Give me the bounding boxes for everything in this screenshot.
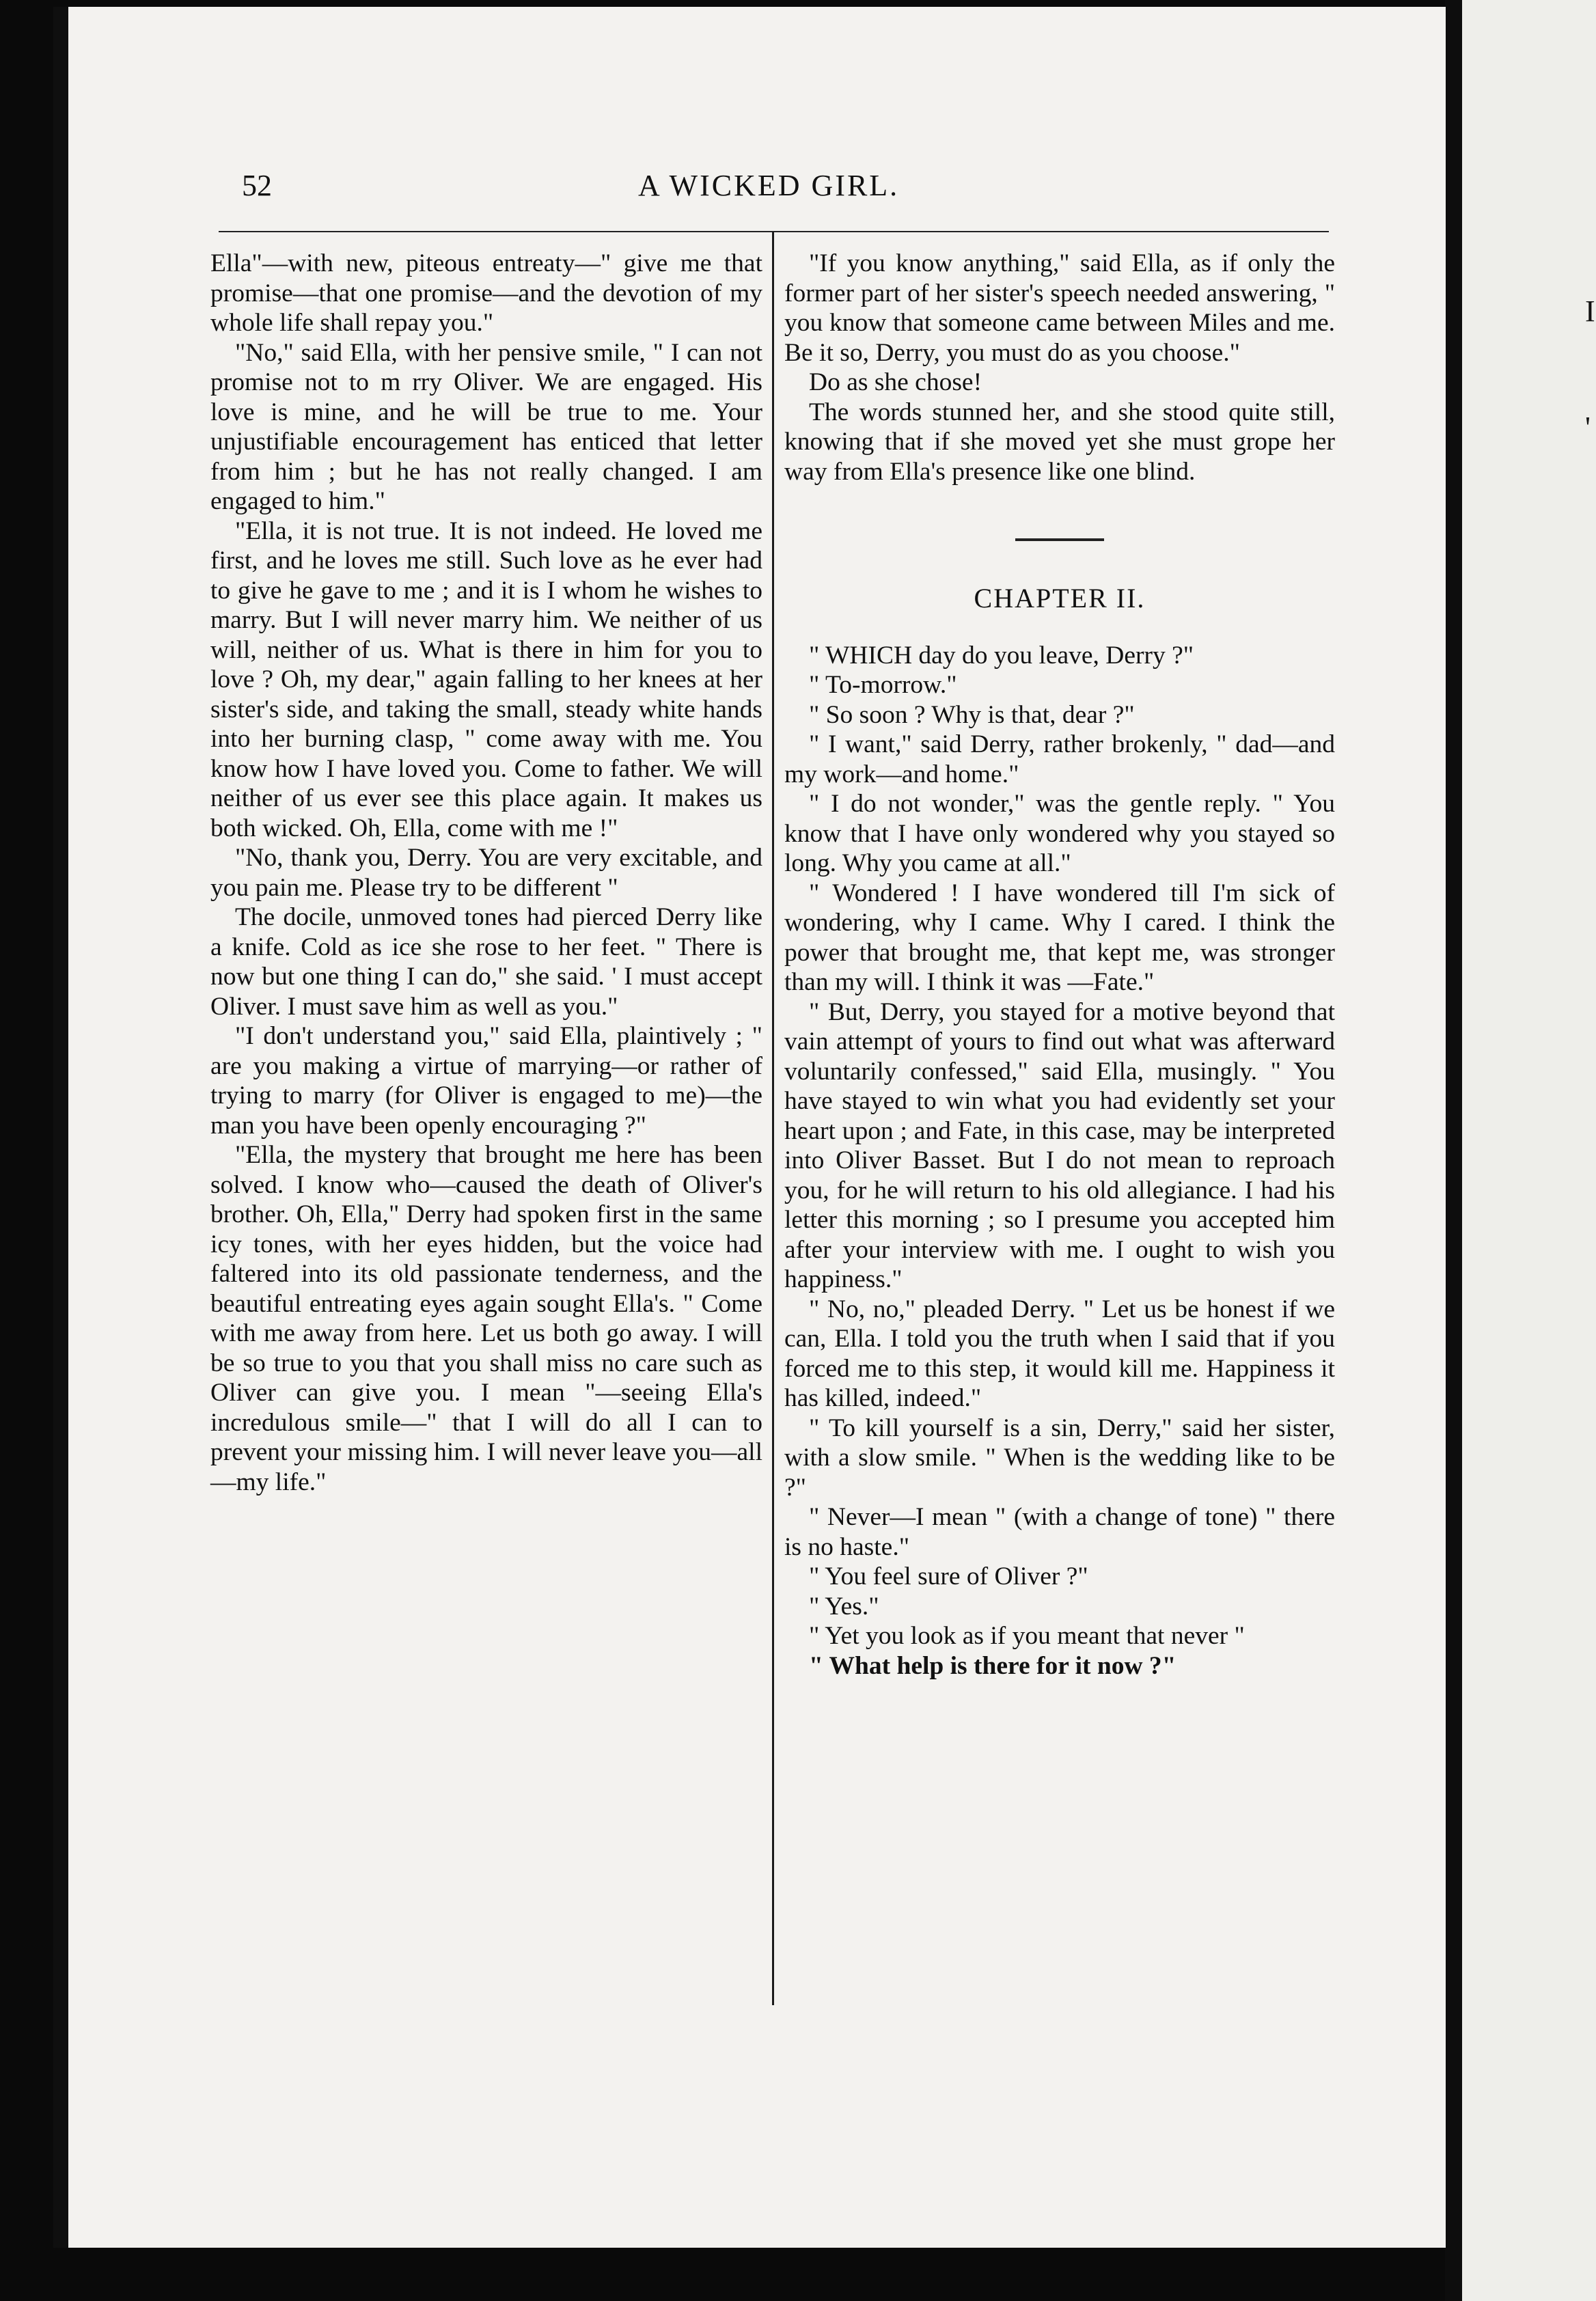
paragraph: "No, thank you, Derry. You are very excitable, and you pain me. Please try to be different " [210, 844, 762, 902]
paragraph: The docile, unmoved tones had pierced Derry like a knife. Cold as ice she rose to her feet. " There is now but one thing I can do," she said. ' I must accept Oliver. I must save him as well as you." [210, 903, 762, 1021]
section-divider [1015, 538, 1104, 541]
adjacent-page-mark: I [1585, 294, 1595, 328]
paragraph: " You feel sure of Oliver ?" [809, 1562, 1088, 1590]
paragraph: " Yes." [809, 1592, 879, 1621]
paragraph: " Wondered ! I have wondered till I'm sick of wondering, why I came. Why I cared. I think the power that brought me, that kept me, was stronger than my will. I think it was —Fate." [784, 879, 1335, 996]
paragraph: "Ella, the mystery that brought me here has been solved. I know who—caused the death of Oliver's brother. Oh, Ella," Derry had spoken first in the same icy tones, with her eyes hidden, but the voice had faltered into its old passionate tenderness, and the beautiful entreating eyes again sought Ella's. " Come with me away from here. Let us both go away. I will be so true to you that you shall miss no care such as Oliver can give you. I mean "—seeing Ella's incredulous smile—" that I will do all I can to prevent your missing him. I will never leave you—all—my life." [210, 1141, 762, 1496]
running-title: A WICKED GIRL. [638, 169, 900, 202]
page-number: 52 [242, 169, 272, 202]
column-divider [772, 232, 774, 2005]
paragraph: " To-morrow." [809, 671, 957, 699]
paragraph: " WHICH day do you leave, Derry ?" [809, 641, 1194, 670]
paragraph: " So soon ? Why is that, dear ?" [809, 700, 1135, 729]
chapter-heading: CHAPTER II. [974, 583, 1146, 614]
paragraph: "I don't understand you," said Ella, plaintively ; " are you making a virtue of marrying—or rather of trying to marry (for Oliver is engaged to me)—the man you have been openly encouraging ?" [210, 1022, 762, 1140]
paragraph: " What help is there for it now ?" [809, 1651, 1177, 1680]
page-header [242, 168, 1335, 216]
paragraph: " Never—I mean " (with a change of tone) " there is no haste." [784, 1503, 1335, 1561]
paragraph: Do as she chose! [809, 368, 982, 396]
paragraph: " I do not wonder," was the gentle reply. " You know that I have only wondered why you stayed so long. Why you came at all." [784, 790, 1335, 877]
paragraph: Ella"—with new, piteous entreaty—" give me that promise—that one promise—and the devotion of my whole life shall repay you." [210, 249, 762, 337]
right-column [784, 249, 1335, 1681]
paragraph: "If you know anything," said Ella, as if only the former part of her sister's speech needed answering, " you know that someone came between Miles and me. Be it so, Derry, you must do as you choose." [784, 249, 1335, 367]
left-column [210, 249, 762, 1497]
paragraph: The words stunned her, and she stood quite still, knowing that if she moved yet she must grope her way from Ella's presence like one blind. [784, 398, 1335, 486]
page-binding [53, 7, 68, 2248]
paragraph: "No," said Ella, with her pensive smile, " I can not promise not to m rry Oliver. We are engaged. His love is mine, and he will be true to me. Your unjustifiable encouragement has enticed that letter from him ; but he has not really changed. I am engaged to him." [210, 338, 762, 515]
paragraph: "Ella, it is not true. It is not indeed. He loved me first, and he loves me still. Such love as he ever had to give he gave to me ; and it is I whom he wishes to marry. But I will never marry him. We neither of us will, neither of us. What is there in him for you to love ? Oh, my dear," again falling to her knees at her sister's side, and taking the small, steady white hands into her burning clasp, " come away with me. You know how I have loved you. Come to father. We will neither of us ever see this place again. It makes us both wicked. Oh, Ella, come with me !" [210, 516, 762, 842]
paragraph: " To kill yourself is a sin, Derry," said her sister, with a slow smile. " When is the wedding like to be ?" [784, 1414, 1335, 1502]
adjacent-page-mark: ' [1585, 411, 1591, 444]
adjacent-page-edge [1462, 0, 1596, 2301]
paragraph: " Yet you look as if you meant that never " [809, 1622, 1245, 1650]
paragraph: " I want," said Derry, rather brokenly, " dad—and my work—and home." [784, 730, 1335, 788]
paragraph: " But, Derry, you stayed for a motive beyond that vain attempt of yours to find out what was afterward voluntarily confessed," said Ella, musingly. " You have stayed to win what you had evidently set your heart upon ; and Fate, in this case, may be interpreted into Oliver Basset. But I do not mean to reproach you, for he will return to his old allegiance. I had his letter this morning ; so I presume you accepted him after your interview with me. I ought to wish you happiness." [784, 997, 1335, 1293]
paragraph: " No, no," pleaded Derry. " Let us be honest if we can, Ella. I told you the truth when I said that if you forced me to this step, it would kill me. Happiness it has killed, indeed." [784, 1295, 1335, 1412]
